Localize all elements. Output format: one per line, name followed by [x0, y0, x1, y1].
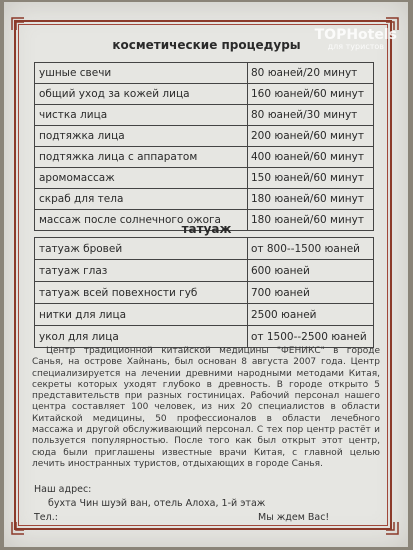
table-row — [35, 105, 374, 126]
cosmetics-title: косметические процедуры — [112, 38, 301, 52]
procedure-price: 180 юаней/60 минут — [248, 189, 374, 210]
procedure-name: нитки для лица — [35, 304, 248, 326]
procedure-price: 600 юаней — [248, 260, 374, 282]
table-row — [35, 326, 374, 348]
procedure-price: 150 юаней/60 минут — [248, 168, 374, 189]
procedure-price: 400 юаней/60 минут — [248, 147, 374, 168]
table-row — [35, 126, 374, 147]
table-row — [35, 238, 374, 260]
procedure-price: от 800--1500 юаней — [248, 238, 374, 260]
procedure-name: подтяжка лица — [35, 126, 248, 147]
table-row — [35, 168, 374, 189]
watermark-brand: TOPHotels — [314, 27, 397, 43]
corner-ornament-icon — [10, 16, 26, 32]
procedure-name: подтяжка лица с аппаратом — [35, 147, 248, 168]
table-row — [35, 282, 374, 304]
center-description: Центр традиционной китайской медицины "ФЕНИКС" в городе Санья, на острове Хайнань, был основан 8 августа 2007 года. Центр специализируется на лечении древними народными методами Китая, секреты которых уходят глубоко в древность. В городе открыто 5 представительств при разных гостиницах. Рабочий персонал нашего центра составляет 100 человек, из них 20 специалистов в области Китайской медицины, 50 профессионалов в области лечебного массажа и другой обслуживающий персонал. С тех пор центр растёт и пользуется популярностью. После того как был открыт этот центр, сюда были приглашены известные врачи Китая, с главной целью лечить иностранных туристов, отдыхающих в городе Санья. — [32, 346, 380, 469]
welcome-text: Мы ждем Вас! — [258, 512, 330, 523]
corner-ornament-icon — [10, 520, 26, 536]
procedure-price: 160 юаней/60 минут — [248, 84, 374, 105]
watermark-sub: для туристов — [327, 42, 384, 51]
address-label: Наш адрес: — [34, 484, 92, 495]
phone-label: Тел.: — [34, 512, 58, 523]
procedure-name: укол для лица — [35, 326, 248, 348]
procedure-price: 700 юаней — [248, 282, 374, 304]
address-line: бухта Чин шуэй ван, отель Алоха, 1-й этаж — [48, 498, 266, 509]
procedure-name: массаж после солнечного ожога — [35, 210, 248, 231]
procedure-name: скраб для тела — [35, 189, 248, 210]
procedure-name: татуаж всей повехности губ — [35, 282, 248, 304]
procedure-name: аромомассаж — [35, 168, 248, 189]
tattoo-title: татуаж — [181, 222, 232, 236]
procedure-name: чистка лица — [35, 105, 248, 126]
procedure-name: татуаж бровей — [35, 238, 248, 260]
corner-ornament-icon — [384, 520, 400, 536]
procedure-price: 80 юаней/20 минут — [248, 63, 374, 84]
table-row — [35, 304, 374, 326]
procedure-price: 180 юаней/60 минут — [248, 210, 374, 231]
procedure-price: от 1500--2500 юаней — [248, 326, 374, 348]
procedure-name: общий уход за кожей лица — [35, 84, 248, 105]
table-row — [35, 260, 374, 282]
cosmetics-table — [34, 62, 374, 231]
procedure-price: 2500 юаней — [248, 304, 374, 326]
procedure-name: татуаж глаз — [35, 260, 248, 282]
procedure-name: ушные свечи — [35, 63, 248, 84]
table-row — [35, 84, 374, 105]
procedure-price: 80 юаней/30 минут — [248, 105, 374, 126]
tattoo-table — [34, 237, 374, 348]
table-row — [35, 189, 374, 210]
procedure-price: 200 юаней/60 минут — [248, 126, 374, 147]
table-row — [35, 147, 374, 168]
table-row — [35, 63, 374, 84]
